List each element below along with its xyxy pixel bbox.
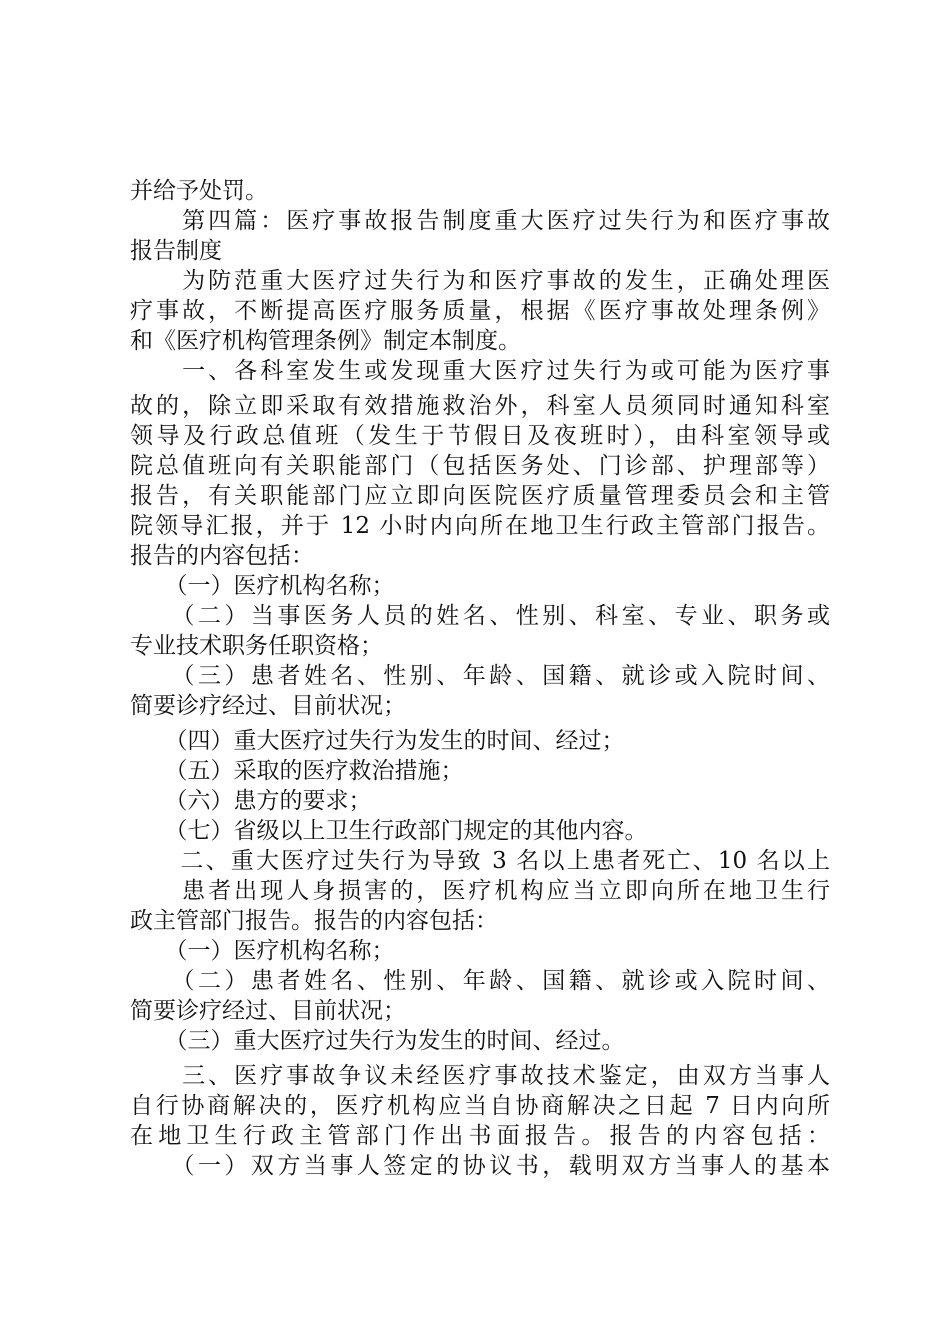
text-line: （二）患者姓名、性别、年龄、国籍、就诊或入院时间、 — [130, 968, 830, 994]
text-line: 政主管部门报告。报告的内容包括： — [130, 908, 498, 934]
text-line: （七）省级以上卫生行政部门规定的其他内容。 — [130, 818, 648, 844]
text-line: 一、各科室发生或发现重大医疗过失行为或可能为医疗事 — [130, 358, 830, 384]
text-line: （四）重大医疗过失行为发生的时间、经过； — [130, 728, 625, 754]
text-line: 报告，有关职能部门应立即向医院医疗质量管理委员会和主管 — [130, 483, 830, 509]
text-line: （一）双方当事人签定的协议书，载明双方当事人的基本 — [130, 1153, 830, 1179]
text-line: （一）医疗机构名称； — [130, 573, 395, 599]
text-line: （一）医疗机构名称； — [130, 938, 395, 964]
text-line: 报告制度 — [130, 238, 222, 264]
text-line: 和《医疗机构管理条例》制定本制度。 — [130, 328, 521, 354]
text-line: （二）当事医务人员的姓名、性别、科室、专业、职务或 — [130, 603, 830, 629]
text-line: 简要诊疗经过、目前状况； — [130, 693, 406, 719]
text-line: 二、重大医疗过失行为导致 3 名以上患者死亡、10 名以上 — [130, 848, 830, 874]
text-line: 为防范重大医疗过失行为和医疗事故的发生，正确处理医 — [130, 268, 830, 294]
text-line: 院领导汇报，并于 12 小时内向所在地卫生行政主管部门报告。 — [130, 513, 830, 539]
text-line: 并给予处罚。 — [130, 178, 268, 204]
text-line: （三）重大医疗过失行为发生的时间、经过。 — [130, 1028, 625, 1054]
text-line: 自行协商解决的，医疗机构应当自协商解决之日起 7 日内向所 — [130, 1093, 830, 1119]
text-line: 在地卫生行政主管部门作出书面报告。报告的内容包括： — [130, 1123, 830, 1149]
text-line: （六）患方的要求； — [130, 788, 372, 814]
text-line: （三）患者姓名、性别、年龄、国籍、就诊或入院时间、 — [130, 663, 830, 689]
text-line: 故的，除立即采取有效措施救治外，科室人员须同时通知科室 — [130, 393, 830, 419]
text-line: （五）采取的医疗救治措施； — [130, 758, 464, 784]
text-line: 院总值班向有关职能部门（包括医务处、门诊部、护理部等） — [130, 453, 830, 479]
text-line: 简要诊疗经过、目前状况； — [130, 998, 406, 1024]
text-line: 第四篇：医疗事故报告制度重大医疗过失行为和医疗事故 — [130, 208, 830, 234]
text-line: 报告的内容包括： — [130, 543, 314, 569]
text-line: 疗事故，不断提高医疗服务质量，根据《医疗事故处理条例》 — [130, 298, 830, 324]
text-line: 专业技术职务任职资格； — [130, 633, 383, 659]
text-line: 三、医疗事故争议未经医疗事故技术鉴定，由双方当事人 — [130, 1063, 830, 1089]
text-line: 领导及行政总值班（发生于节假日及夜班时），由科室领导或 — [130, 423, 830, 449]
text-line: 患者出现人身损害的，医疗机构应当立即向所在地卫生行 — [130, 878, 830, 904]
